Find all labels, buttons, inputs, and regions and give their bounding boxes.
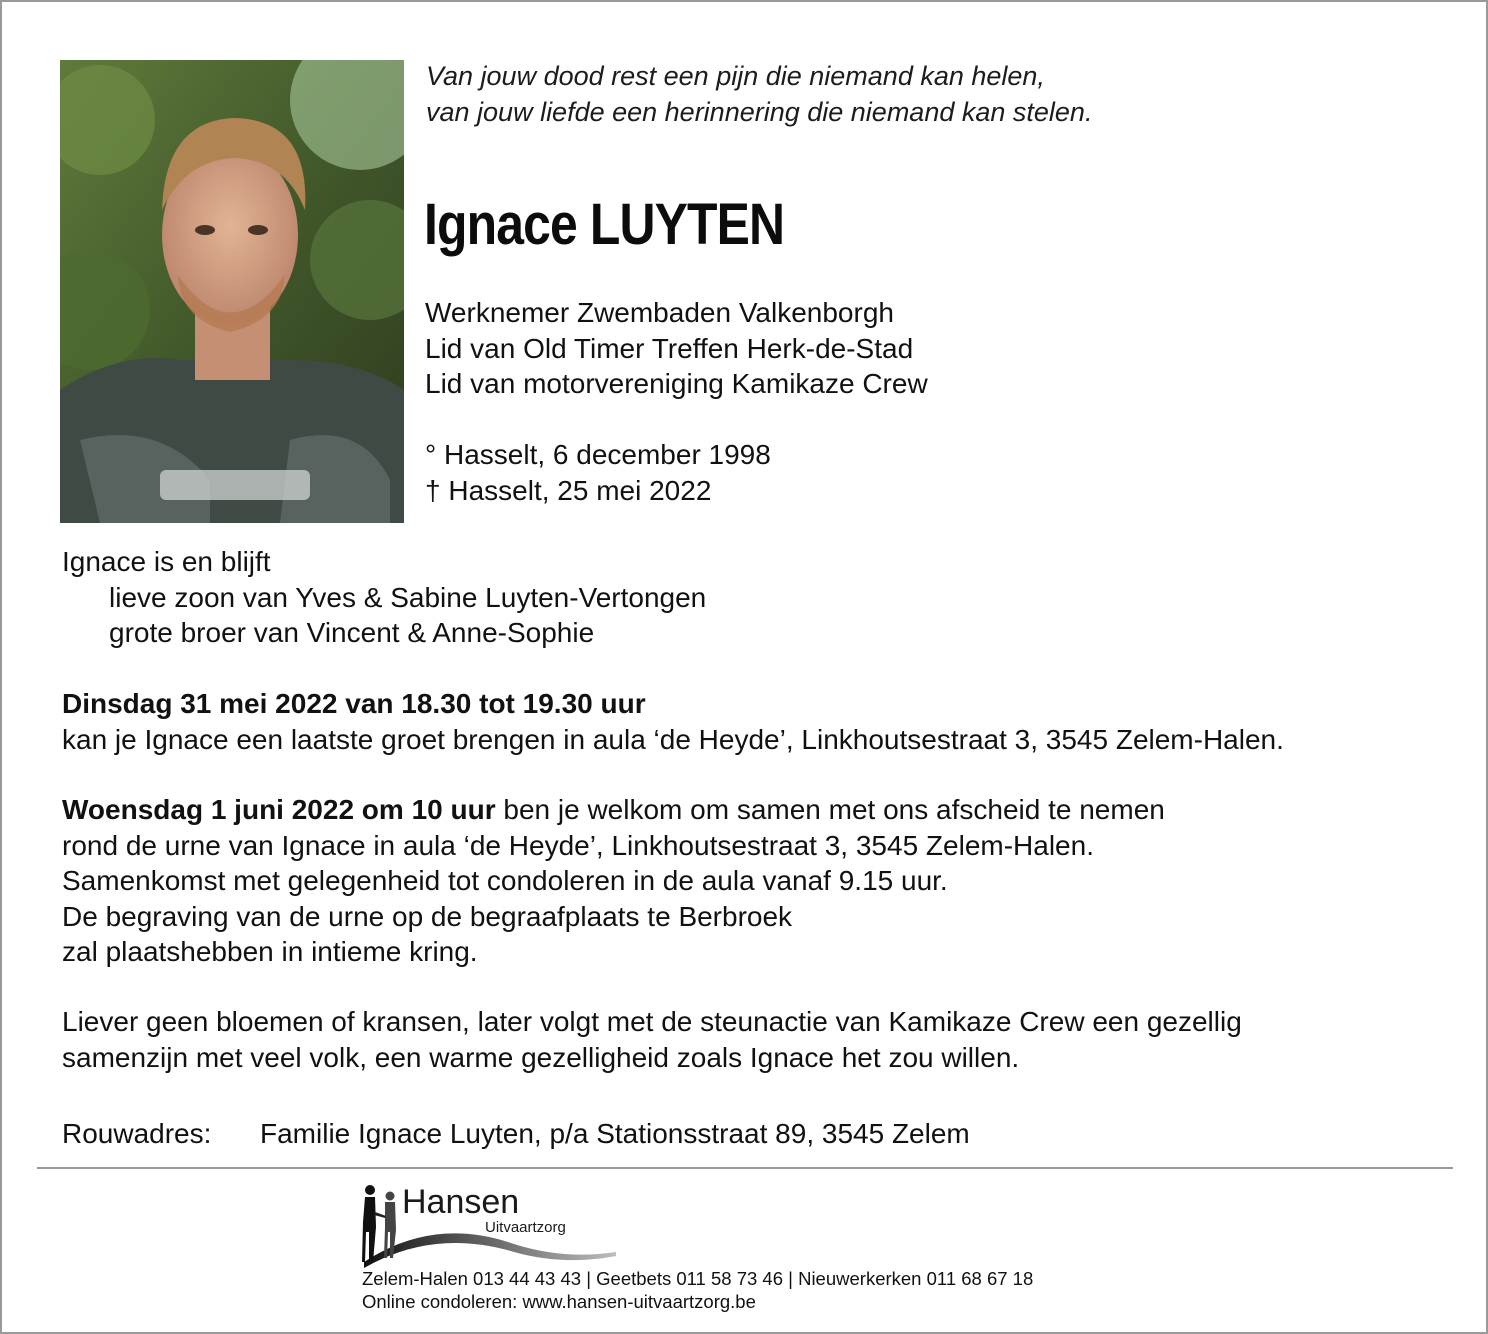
family-son: lieve zoon van Yves & Sabine Luyten-Vertongen [109,581,707,613]
quote-line: Van jouw dood rest een pijn die niemand kan helen, [426,61,1045,91]
family-section [62,544,706,651]
service-line: Samenkomst met gelegenheid tot condoleren in de aula vanaf 9.15 uur. [62,865,948,896]
death-date: † Hasselt, 25 mei 2022 [425,474,712,506]
roles-list [425,295,928,402]
visit-section [62,686,1284,757]
memorial-quote [426,58,1092,130]
flowers-line: Liever geen bloemen of kransen, later volgt met de steunactie van Kamikaze Crew een gezellig [62,1006,1242,1037]
service-heading: Woensdag 1 juni 2022 om 10 uur [62,794,496,825]
birth-date: ° Hasselt, 6 december 1998 [425,439,771,470]
logo-figures-icon [360,1182,406,1264]
role-item: Lid van Old Timer Treffen Herk-de-Stad [425,332,914,364]
contact-info [362,1267,1033,1313]
brand-name: Hansen [402,1183,520,1221]
footer-divider [37,1167,1453,1169]
service-section [62,792,1165,970]
deceased-name: Ignace LUYTEN [424,192,785,257]
quote-line: van jouw liefde een herinnering die niemand kan stelen. [426,97,1093,127]
life-dates [425,437,771,508]
address-value: Familie Ignace Luyten, p/a Stationsstraat 89, 3545 Zelem [260,1118,970,1149]
service-line: rond de urne van Ignace in aula ‘de Heyde’, Linkhoutsestraat 3, 3545 Zelem-Halen. [62,829,1094,861]
flowers-note [62,1004,1242,1075]
role-item: Werknemer Zwembaden Valkenborgh [425,297,894,328]
phone-numbers: Zelem-Halen 013 44 43 43 | Geetbets 011 58 73 46 | Nieuwerkerken 011 68 67 18 [362,1268,1034,1289]
family-brother: grote broer van Vincent & Anne-Sophie [109,617,595,648]
visit-text: kan je Ignace een laatste groet brengen in aula ‘de Heyde’, Linkhoutsestraat 3, 3545 Zelem-Halen. [62,723,1284,755]
service-line: De begraving van de urne op de begraafplaats te Berbroek [62,900,793,932]
address-label: Rouwadres: [62,1118,212,1149]
portrait-photo [60,60,404,523]
mourning-address [62,1116,970,1152]
visit-heading: Dinsdag 31 mei 2022 van 18.30 tot 19.30 uur [62,688,646,719]
online-condolence: Online condoleren: www.hansen-uitvaartzorg.be [362,1291,756,1312]
flowers-line: samenzijn met veel volk, een warme gezelligheid zoals Ignace het zou willen. [62,1041,1020,1073]
service-line: ben je welkom om samen met ons afscheid te nemen [495,794,1165,825]
role-item: Lid van motorvereniging Kamikaze Crew [425,368,928,399]
brand-subtitle: Uitvaartzorg [485,1219,566,1236]
service-line: zal plaatshebben in intieme kring. [62,936,478,967]
family-intro: Ignace is en blijft [62,546,271,577]
